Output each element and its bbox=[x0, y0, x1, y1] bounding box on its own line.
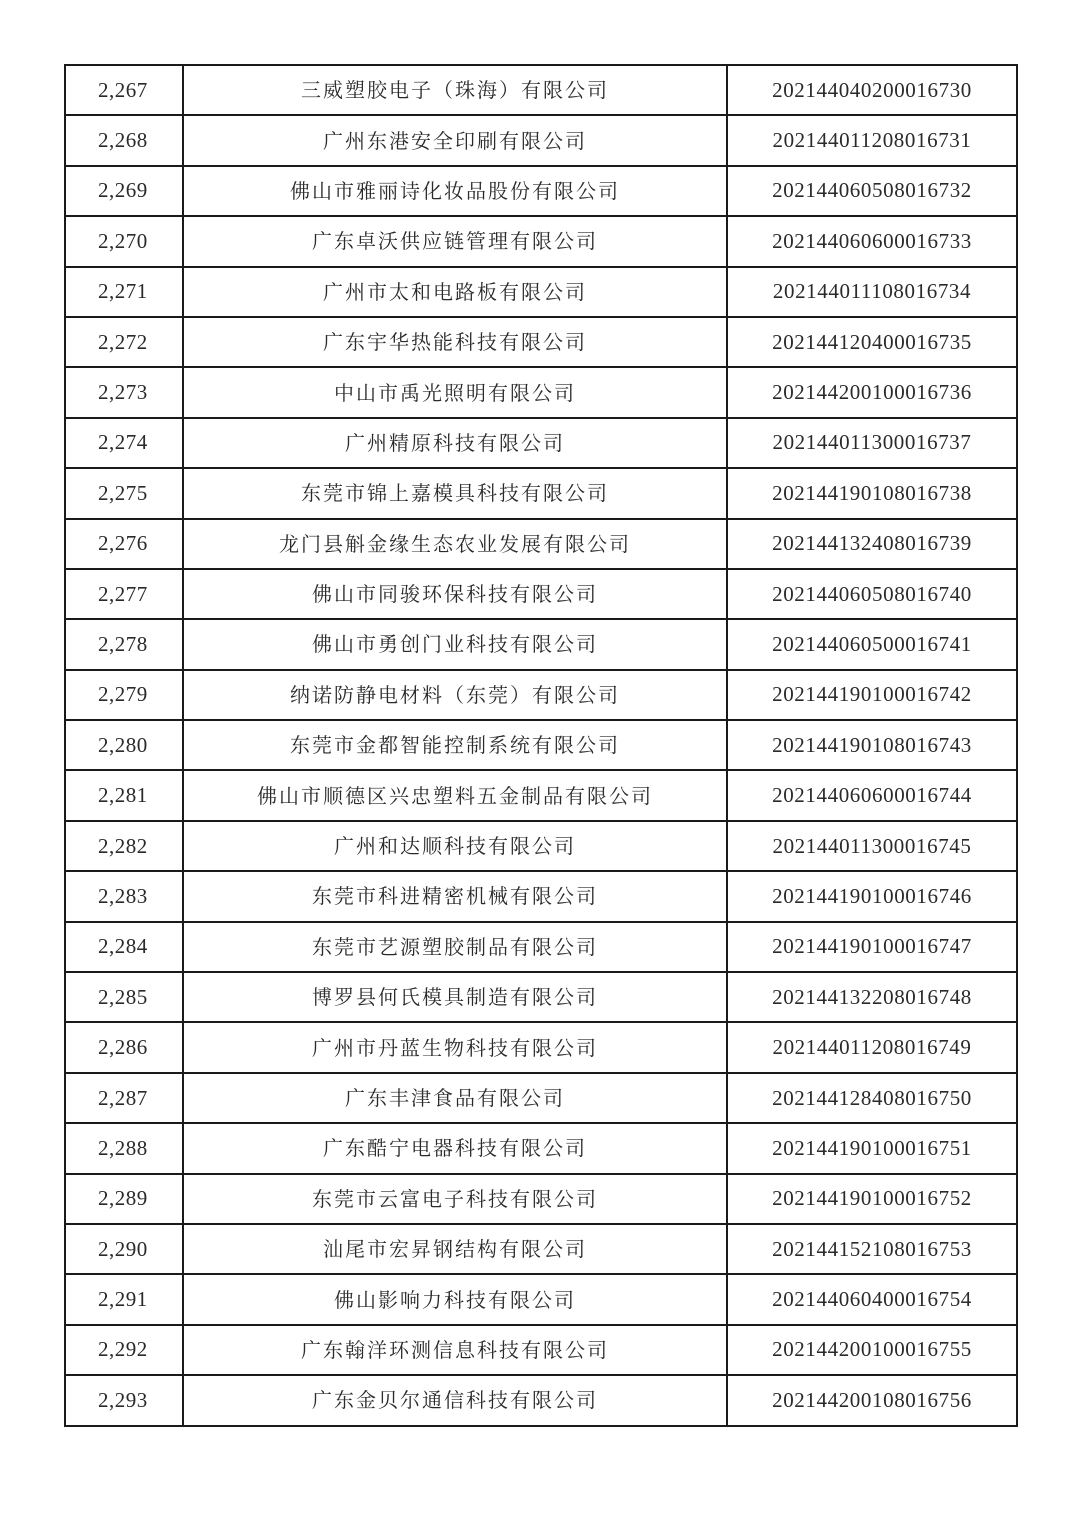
serial-number-cell: 2,284 bbox=[65, 922, 183, 972]
table-row bbox=[65, 468, 1017, 518]
serial-number-cell: 2,268 bbox=[65, 115, 183, 165]
company-name-cell: 纳诺防静电材料（东莞）有限公司 bbox=[183, 670, 727, 720]
table-row bbox=[65, 317, 1017, 367]
table-row bbox=[65, 770, 1017, 820]
company-name-cell: 龙门县斛金缘生态农业发展有限公司 bbox=[183, 519, 727, 569]
table-row bbox=[65, 1274, 1017, 1324]
company-name-cell: 博罗县何氏模具制造有限公司 bbox=[183, 972, 727, 1022]
registration-code-cell: 202144011208016749 bbox=[727, 1022, 1017, 1072]
company-name-cell: 广州东港安全印刷有限公司 bbox=[183, 115, 727, 165]
serial-number-cell: 2,276 bbox=[65, 519, 183, 569]
registration-code-cell: 202144152108016753 bbox=[727, 1224, 1017, 1274]
registration-code-cell: 202144190108016738 bbox=[727, 468, 1017, 518]
table-row bbox=[65, 267, 1017, 317]
company-name-cell: 东莞市艺源塑胶制品有限公司 bbox=[183, 922, 727, 972]
serial-number-cell: 2,275 bbox=[65, 468, 183, 518]
company-name-cell: 三威塑胶电子（珠海）有限公司 bbox=[183, 65, 727, 115]
registration-code-cell: 202144190100016746 bbox=[727, 871, 1017, 921]
company-name-cell: 汕尾市宏昇钢结构有限公司 bbox=[183, 1224, 727, 1274]
company-name-cell: 广东卓沃供应链管理有限公司 bbox=[183, 216, 727, 266]
serial-number-cell: 2,280 bbox=[65, 720, 183, 770]
table-row bbox=[65, 1174, 1017, 1224]
table-row bbox=[65, 1375, 1017, 1425]
serial-number-cell: 2,289 bbox=[65, 1174, 183, 1224]
table-row bbox=[65, 569, 1017, 619]
serial-number-cell: 2,267 bbox=[65, 65, 183, 115]
serial-number-cell: 2,274 bbox=[65, 418, 183, 468]
serial-number-cell: 2,290 bbox=[65, 1224, 183, 1274]
registration-code-cell: 202144011208016731 bbox=[727, 115, 1017, 165]
serial-number-cell: 2,271 bbox=[65, 267, 183, 317]
company-name-cell: 东莞市科进精密机械有限公司 bbox=[183, 871, 727, 921]
registration-code-cell: 202144190108016743 bbox=[727, 720, 1017, 770]
table-row bbox=[65, 519, 1017, 569]
registration-code-cell: 202144128408016750 bbox=[727, 1073, 1017, 1123]
registration-code-cell: 202144132408016739 bbox=[727, 519, 1017, 569]
company-name-cell: 广东丰津食品有限公司 bbox=[183, 1073, 727, 1123]
registration-code-cell: 202144120400016735 bbox=[727, 317, 1017, 367]
serial-number-cell: 2,287 bbox=[65, 1073, 183, 1123]
registration-code-cell: 202144060508016740 bbox=[727, 569, 1017, 619]
table-row bbox=[65, 216, 1017, 266]
table-row bbox=[65, 1224, 1017, 1274]
registration-code-cell: 202144200100016736 bbox=[727, 367, 1017, 417]
company-name-cell: 广州和达顺科技有限公司 bbox=[183, 821, 727, 871]
registration-code-cell: 202144060400016754 bbox=[727, 1274, 1017, 1324]
serial-number-cell: 2,281 bbox=[65, 770, 183, 820]
registration-code-cell: 202144060508016732 bbox=[727, 166, 1017, 216]
registration-code-cell: 202144132208016748 bbox=[727, 972, 1017, 1022]
table-row bbox=[65, 166, 1017, 216]
company-name-cell: 佛山市顺德区兴忠塑料五金制品有限公司 bbox=[183, 770, 727, 820]
serial-number-cell: 2,279 bbox=[65, 670, 183, 720]
company-name-cell: 东莞市锦上嘉模具科技有限公司 bbox=[183, 468, 727, 518]
company-name-cell: 佛山市雅丽诗化妆品股份有限公司 bbox=[183, 166, 727, 216]
table-row bbox=[65, 1022, 1017, 1072]
company-name-cell: 中山市禹光照明有限公司 bbox=[183, 367, 727, 417]
table-row bbox=[65, 670, 1017, 720]
serial-number-cell: 2,277 bbox=[65, 569, 183, 619]
company-name-cell: 佛山影响力科技有限公司 bbox=[183, 1274, 727, 1324]
company-name-cell: 广东翰洋环测信息科技有限公司 bbox=[183, 1325, 727, 1375]
serial-number-cell: 2,288 bbox=[65, 1123, 183, 1173]
registration-code-cell: 202144060500016741 bbox=[727, 619, 1017, 669]
company-name-cell: 东莞市金都智能控制系统有限公司 bbox=[183, 720, 727, 770]
table-row bbox=[65, 367, 1017, 417]
table-row bbox=[65, 922, 1017, 972]
table-row bbox=[65, 418, 1017, 468]
registration-code-cell: 202144200108016756 bbox=[727, 1375, 1017, 1425]
company-name-cell: 佛山市勇创门业科技有限公司 bbox=[183, 619, 727, 669]
company-name-cell: 广州精原科技有限公司 bbox=[183, 418, 727, 468]
serial-number-cell: 2,283 bbox=[65, 871, 183, 921]
registration-code-cell: 202144190100016752 bbox=[727, 1174, 1017, 1224]
registration-code-cell: 202144011300016745 bbox=[727, 821, 1017, 871]
registration-code-cell: 202144011300016737 bbox=[727, 418, 1017, 468]
table-row bbox=[65, 65, 1017, 115]
serial-number-cell: 2,282 bbox=[65, 821, 183, 871]
table-row bbox=[65, 1073, 1017, 1123]
table-row bbox=[65, 1325, 1017, 1375]
registration-code-cell: 202144040200016730 bbox=[727, 65, 1017, 115]
table-row bbox=[65, 972, 1017, 1022]
company-list-body bbox=[65, 65, 1017, 1426]
company-name-cell: 广东金贝尔通信科技有限公司 bbox=[183, 1375, 727, 1425]
company-name-cell: 广州市太和电路板有限公司 bbox=[183, 267, 727, 317]
table-row bbox=[65, 1123, 1017, 1173]
registration-code-cell: 202144190100016751 bbox=[727, 1123, 1017, 1173]
table-row bbox=[65, 871, 1017, 921]
serial-number-cell: 2,292 bbox=[65, 1325, 183, 1375]
registration-code-cell: 202144060600016733 bbox=[727, 216, 1017, 266]
serial-number-cell: 2,270 bbox=[65, 216, 183, 266]
serial-number-cell: 2,269 bbox=[65, 166, 183, 216]
company-name-cell: 东莞市云富电子科技有限公司 bbox=[183, 1174, 727, 1224]
registration-code-cell: 202144190100016742 bbox=[727, 670, 1017, 720]
registration-code-cell: 202144011108016734 bbox=[727, 267, 1017, 317]
company-list-table bbox=[64, 64, 1018, 1427]
company-name-cell: 广东宇华热能科技有限公司 bbox=[183, 317, 727, 367]
serial-number-cell: 2,286 bbox=[65, 1022, 183, 1072]
table-row bbox=[65, 115, 1017, 165]
registration-code-cell: 202144060600016744 bbox=[727, 770, 1017, 820]
table-row bbox=[65, 821, 1017, 871]
table-row bbox=[65, 720, 1017, 770]
company-name-cell: 广州市丹蓝生物科技有限公司 bbox=[183, 1022, 727, 1072]
table-row bbox=[65, 619, 1017, 669]
serial-number-cell: 2,285 bbox=[65, 972, 183, 1022]
registration-code-cell: 202144190100016747 bbox=[727, 922, 1017, 972]
registration-code-cell: 202144200100016755 bbox=[727, 1325, 1017, 1375]
company-name-cell: 广东酷宁电器科技有限公司 bbox=[183, 1123, 727, 1173]
serial-number-cell: 2,272 bbox=[65, 317, 183, 367]
company-name-cell: 佛山市同骏环保科技有限公司 bbox=[183, 569, 727, 619]
serial-number-cell: 2,278 bbox=[65, 619, 183, 669]
serial-number-cell: 2,273 bbox=[65, 367, 183, 417]
serial-number-cell: 2,293 bbox=[65, 1375, 183, 1425]
serial-number-cell: 2,291 bbox=[65, 1274, 183, 1324]
